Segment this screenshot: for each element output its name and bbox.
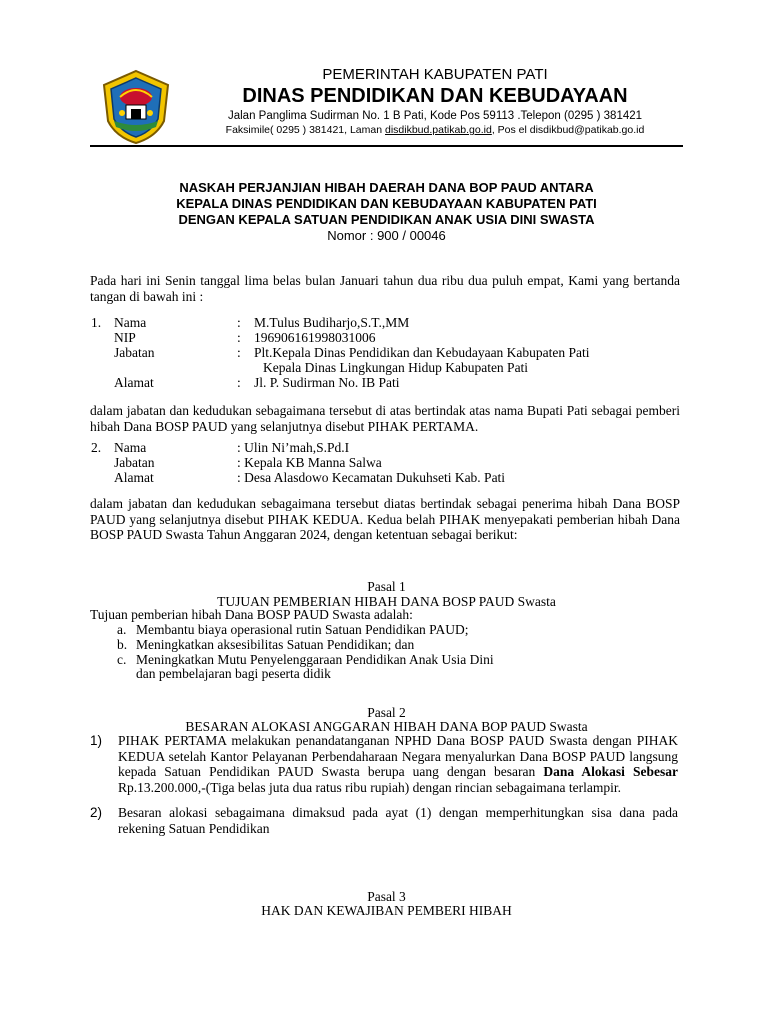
party-1-address-colon: : [237, 375, 241, 390]
contact-line [182, 124, 688, 136]
article-1-item-c-continuation: dan pembelajaran bagi peserta didik [136, 666, 331, 681]
article-1-heading: TUJUAN PEMBERIAN HIBAH DANA BOSP PAUD Swasta [217, 594, 556, 609]
article-1-item-b-marker: b. [117, 637, 128, 652]
party-1-name-colon: : [237, 315, 241, 330]
website-link[interactable]: disdikbud.patikab.go.id [385, 124, 492, 136]
contact-suffix: , Pos el disdikbud@patikab.go.id [491, 124, 645, 136]
article-2-item-2-marker: 2) [90, 805, 103, 820]
party-1-name-label: Nama [114, 315, 147, 330]
party-2-address-label: Alamat [114, 470, 154, 485]
article-3-number: Pasal 3 [367, 889, 406, 904]
article-2-item-1-marker: 1) [90, 733, 103, 748]
document-number: Nomor : 900 / 00046 [327, 228, 446, 243]
article-1-item-a-marker: a. [117, 622, 127, 637]
party-2-number: 2. [91, 440, 102, 455]
article-2-item-1-before: PIHAK PERTAMA melakukan penandatanganan NPHD Dana BOSP PAUD Swasta dengan PIHAK KEDUA setelah Kantor Pelayanan Perbendaharaan Negara menyalurkan Dana BOSP PAUD langsung kepada Satuan Pendidikan PAUD Swasta berupa uang dengan besaran [118, 733, 678, 779]
government-name: PEMERINTAH KABUPATEN PATI [322, 66, 548, 83]
party-1-address-label: Alamat [114, 375, 154, 390]
title-line-2: KEPALA DINAS PENDIDIKAN DAN KEBUDAYAAN KABUPATEN PATI [176, 196, 597, 211]
party-1-closing: dalam jabatan dan kedudukan sebagaimana tersebut di atas bertindak atas nama Bupati Pati sebagai pemberi hibah Dana BOSP PAUD yang selanjutnya disebut PIHAK PERTAMA. [90, 403, 680, 434]
party-2-position-value: : Kepala KB Manna Salwa [237, 455, 382, 470]
party-2-closing: dalam jabatan dan kedudukan sebagaimana tersebut diatas bertindak sebagai penerima hibah Dana BOSP PAUD yang selanjutnya disebut PIHAK KEDUA. Kedua belah PIHAK menyepakati pemberian hibah Dana BOSP PAUD Swasta Tahun Anggaran 2024, dengan ketentuan sebagai berikut: [90, 496, 680, 542]
party-1-nip-label: NIP [114, 330, 136, 345]
contact-prefix: Faksimile( 0295 ) 381421, Laman [225, 124, 385, 136]
article-1-item-a-text: Membantu biaya operasional rutin Satuan Pendidikan PAUD; [136, 622, 469, 637]
article-1-number: Pasal 1 [367, 579, 406, 594]
party-1-position-value-2: Kepala Dinas Lingkungan Hidup Kabupaten Pati [263, 360, 529, 375]
article-1-item-c-marker: c. [117, 652, 127, 667]
address-line: Jalan Panglima Sudirman No. 1 B Pati, Kode Pos 59113 .Telepon (0295 ) 381421 [227, 110, 643, 122]
letterhead-divider [90, 145, 683, 147]
party-1-position-value: Plt.Kepala Dinas Pendidikan dan Kebudayaan Kabupaten Pati [254, 345, 590, 360]
article-1-intro: Tujuan pemberian hibah Dana BOSP PAUD Swasta adalah: [90, 607, 413, 622]
article-2-heading: BESARAN ALOKASI ANGGARAN HIBAH DANA BOP PAUD Swasta [185, 719, 588, 734]
regency-emblem-logo [98, 69, 174, 145]
party-1-nip-colon: : [237, 330, 241, 345]
opening-paragraph: Pada hari ini Senin tanggal lima belas bulan Januari tahun dua ribu dua puluh empat, Kami yang bertanda tangan di bawah ini : [90, 273, 680, 304]
article-1-item-c-text: Meningkatkan Mutu Penyelenggaraan Pendidikan Anak Usia Dini [136, 652, 494, 667]
party-2-position-label: Jabatan [114, 455, 155, 470]
party-1-nip-value: 196906161998031006 [254, 330, 376, 345]
party-1-name-value: M.Tulus Budiharjo,S.T.,MM [254, 315, 410, 330]
party-2-address-value: : Desa Alasdowo Kecamatan Dukuhseti Kab. Pati [237, 470, 506, 485]
article-2-number: Pasal 2 [367, 705, 406, 720]
article-1-item-b-text: Meningkatkan aksesibilitas Satuan Pendidikan; dan [136, 637, 415, 652]
article-2-item-2-text: Besaran alokasi sebagaimana dimaksud pada ayat (1) dengan memperhitungkan sisa dana pada rekening Satuan Pendidikan [118, 805, 678, 836]
agency-name: DINAS PENDIDIKAN DAN KEBUDAYAAN [242, 85, 628, 107]
party-2-name-label: Nama [114, 440, 147, 455]
article-2-item-1-after: Rp.13.200.000,-(Tiga belas juta dua ratus ribu rupiah) dengan rincian sebagaimana terlampir. [118, 779, 621, 795]
allocation-amount-label: Dana Alokasi Sebesar [543, 764, 678, 779]
title-line-3: DENGAN KEPALA SATUAN PENDIDIKAN ANAK USIA DINI SWASTA [178, 212, 595, 227]
article-2-item-1-text [118, 733, 678, 795]
party-1-number: 1. [91, 315, 102, 330]
party-1-position-colon: : [237, 345, 241, 360]
title-line-1: NASKAH PERJANJIAN HIBAH DAERAH DANA BOP PAUD ANTARA [179, 180, 594, 195]
party-1-address-value: Jl. P. Sudirman No. IB Pati [254, 375, 400, 390]
party-1-position-label: Jabatan [114, 345, 155, 360]
party-2-name-value: : Ulin Ni’mah,S.Pd.I [237, 440, 350, 455]
article-3-heading: HAK DAN KEWAJIBAN PEMBERI HIBAH [261, 903, 512, 918]
